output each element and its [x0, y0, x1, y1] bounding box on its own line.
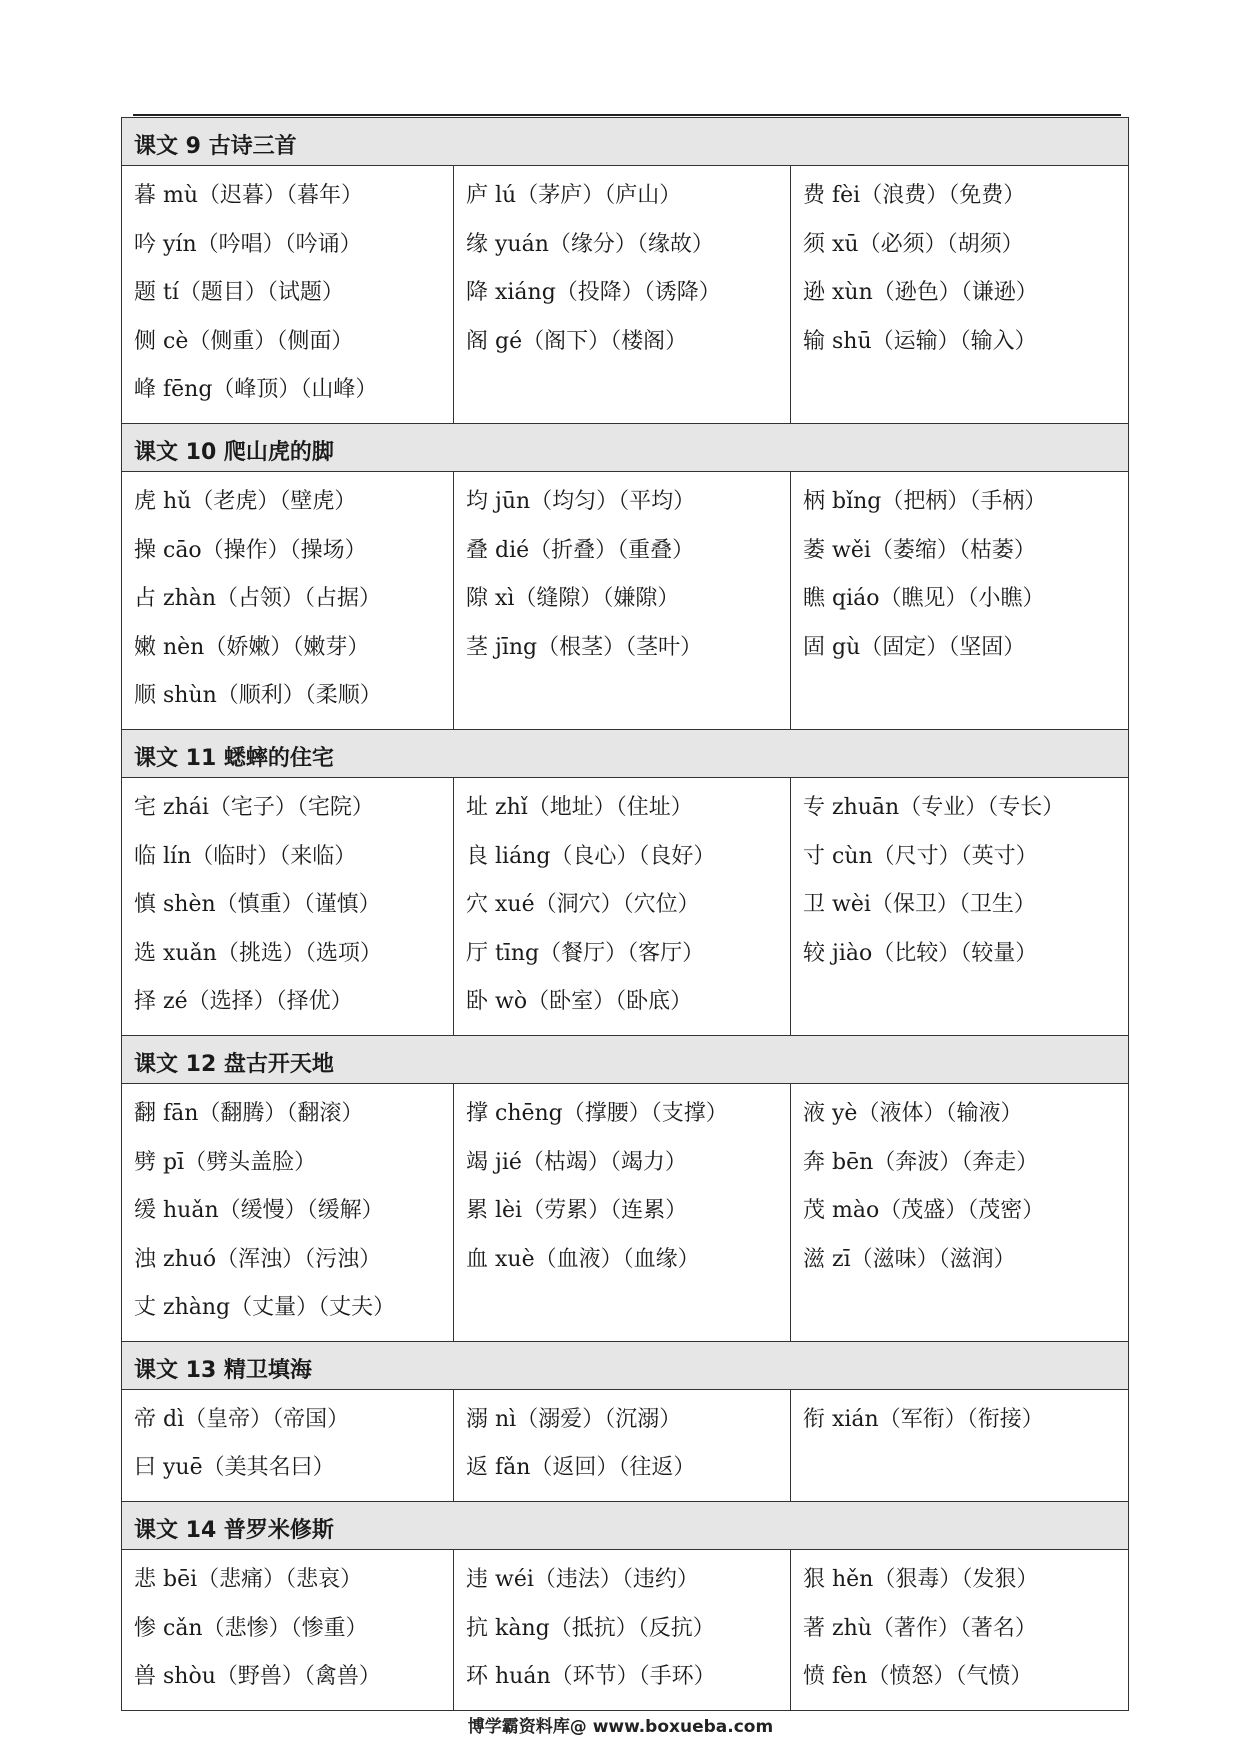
word-entry: 侧 cè（侧重）（侧面） [134, 328, 354, 354]
word-entry: 缘 yuán（缘分）（缘故） [466, 231, 714, 257]
word-entry: 选 xuǎn（挑选）（选项） [134, 940, 382, 966]
lesson-header-row [122, 1341, 1129, 1389]
word-entry: 较 jiào（比较）（较量） [803, 940, 1038, 966]
lesson-words-row [122, 471, 1129, 729]
word-entry: 逊 xùn（逊色）（谦逊） [803, 280, 1038, 306]
word-entry: 惨 cǎn（悲惨）（惨重） [134, 1615, 368, 1641]
word-column [454, 1083, 791, 1341]
word-entry: 柄 bǐng（把柄）（手柄） [803, 488, 1047, 514]
word-entry: 奔 bēn（奔波）（奔走） [803, 1149, 1039, 1175]
word-entry: 庐 lú（茅庐）（庐山） [466, 183, 682, 208]
word-entry: 滋 zī（滋味）（滋润） [803, 1246, 1016, 1272]
word-entry: 帝 dì（皇帝）（帝国） [134, 1406, 350, 1432]
word-entry: 著 zhù（著作）（著名） [803, 1615, 1037, 1641]
word-entry: 须 xū（必须）（胡须） [803, 231, 1024, 257]
word-entry: 寸 cùn（尺寸）（英寸） [803, 843, 1038, 869]
vocabulary-table [121, 117, 1129, 1711]
word-entry: 固 gù（固定）（坚固） [803, 634, 1026, 660]
lesson-words-row [122, 166, 1129, 424]
word-entry: 慎 shèn（慎重）（谨慎） [134, 892, 381, 918]
word-column [454, 471, 791, 729]
word-entry: 宅 zhái（宅子）（宅院） [134, 794, 374, 820]
word-entry: 劈 pī（劈头盖脸） [134, 1149, 317, 1175]
lesson-title: 课文 14 普罗米修斯 [122, 1502, 1129, 1550]
lesson-title: 课文 13 精卫填海 [122, 1341, 1129, 1389]
word-entry: 暮 mù（迟暮）（暮年） [134, 183, 364, 208]
word-entry: 均 jūn（均匀）（平均） [466, 488, 696, 514]
word-entry: 液 yè（液体）（输液） [803, 1100, 1023, 1126]
word-entry: 抗 kàng（抵抗）（反抗） [466, 1615, 715, 1641]
word-entry: 翻 fān（翻腾）（翻滚） [134, 1100, 364, 1126]
word-entry: 叠 dié（折叠）（重叠） [466, 537, 695, 563]
word-entry: 降 xiáng（投降）（诱降） [466, 280, 721, 306]
word-entry: 峰 fēng（峰顶）（山峰） [134, 377, 378, 403]
word-entry: 萎 wěi（萎缩）（枯萎） [803, 537, 1036, 563]
word-entry: 址 zhǐ（地址）（住址） [466, 794, 693, 820]
word-column [122, 1083, 454, 1341]
word-entry: 竭 jié（枯竭）（竭力） [466, 1149, 687, 1175]
lesson-header-row [122, 423, 1129, 471]
word-entry: 狠 hěn（狠毒）（发狠） [803, 1567, 1039, 1593]
word-entry: 费 fèi（浪费）（免费） [803, 183, 1026, 208]
word-entry: 嫩 nèn（娇嫩）（嫩芽） [134, 634, 370, 660]
lesson-header-row [122, 1502, 1129, 1550]
word-entry: 累 lèi（劳累）（连累） [466, 1198, 688, 1224]
word-entry: 顺 shùn（顺利）（柔顺） [134, 683, 382, 709]
word-column [454, 1389, 791, 1501]
word-column [791, 1389, 1129, 1501]
word-entry: 虎 hǔ（老虎）（壁虎） [134, 488, 357, 514]
word-entry: 题 tí（题目）（试题） [134, 280, 344, 306]
word-entry: 吟 yín（吟唱）（吟诵） [134, 231, 362, 257]
word-entry: 浊 zhuó（浑浊）（污浊） [134, 1246, 382, 1272]
top-rule [133, 114, 1121, 116]
word-entry: 溺 nì（溺爱）（沉溺） [466, 1406, 682, 1432]
word-column [122, 777, 454, 1035]
lesson-words-row [122, 1083, 1129, 1341]
word-entry: 良 liáng（良心）（良好） [466, 843, 716, 869]
word-column [791, 777, 1129, 1035]
word-entry: 厅 tīng（餐厅）（客厅） [466, 940, 705, 966]
word-column [454, 1550, 791, 1711]
word-entry: 占 zhàn（占领）（占据） [134, 586, 382, 612]
word-entry: 衔 xián（军衔）（衔接） [803, 1406, 1044, 1432]
word-entry: 缓 huǎn（缓慢）（缓解） [134, 1198, 384, 1224]
word-column [791, 471, 1129, 729]
lesson-words-row [122, 1389, 1129, 1501]
word-entry: 兽 shòu（野兽）（禽兽） [134, 1664, 381, 1690]
word-entry: 环 huán（环节）（手环） [466, 1664, 716, 1690]
word-column [791, 166, 1129, 424]
word-entry: 隙 xì（缝隙）（嫌隙） [466, 586, 680, 612]
word-entry: 愤 fèn（愤怒）（气愤） [803, 1664, 1033, 1690]
lesson-title: 课文 11 蟋蟀的住宅 [122, 729, 1129, 777]
word-entry: 违 wéi（违法）（违约） [466, 1567, 699, 1593]
word-entry: 丈 zhàng（丈量）（丈夫） [134, 1295, 396, 1321]
word-entry: 茎 jīng（根茎）（茎叶） [466, 634, 703, 660]
word-column [791, 1550, 1129, 1711]
word-column [122, 1389, 454, 1501]
word-entry: 撑 chēng（撑腰）（支撑） [466, 1100, 728, 1126]
word-entry: 操 cāo（操作）（操场） [134, 537, 367, 563]
word-column [122, 1550, 454, 1711]
word-entry: 择 zé（选择）（择优） [134, 989, 353, 1015]
lesson-title: 课文 12 盘古开天地 [122, 1035, 1129, 1083]
word-entry: 卫 wèi（保卫）（卫生） [803, 892, 1036, 918]
word-column [454, 777, 791, 1035]
word-entry: 卧 wò（卧室）（卧底） [466, 989, 693, 1015]
word-entry: 曰 yuē（美其名曰） [134, 1455, 335, 1481]
lesson-header-row [122, 729, 1129, 777]
word-entry: 悲 bēi（悲痛）（悲哀） [134, 1567, 363, 1593]
lesson-words-row [122, 1550, 1129, 1711]
word-column [122, 471, 454, 729]
word-entry: 瞧 qiáo（瞧见）（小瞧） [803, 586, 1045, 612]
word-entry: 血 xuè（血液）（血缘） [466, 1246, 700, 1272]
lesson-header-row [122, 1035, 1129, 1083]
word-entry: 输 shū（运输）（输入） [803, 328, 1037, 354]
word-column [122, 166, 454, 424]
lesson-words-row [122, 777, 1129, 1035]
lesson-header-row [122, 118, 1129, 166]
word-entry: 专 zhuān（专业）（专长） [803, 794, 1065, 820]
word-entry: 茂 mào（茂盛）（茂密） [803, 1198, 1045, 1224]
word-entry: 穴 xué（洞穴）（穴位） [466, 892, 700, 918]
lesson-title: 课文 9 古诗三首 [122, 118, 1129, 166]
footer-watermark: 博学霸资料库@ www.boxueba.com [467, 1717, 774, 1737]
lesson-title: 课文 10 爬山虎的脚 [122, 423, 1129, 471]
word-entry: 临 lín（临时）（来临） [134, 843, 357, 869]
word-column [791, 1083, 1129, 1341]
word-entry: 返 fǎn（返回）（往返） [466, 1455, 696, 1481]
word-column [454, 166, 791, 424]
word-entry: 阁 gé（阁下）（楼阁） [466, 328, 688, 354]
